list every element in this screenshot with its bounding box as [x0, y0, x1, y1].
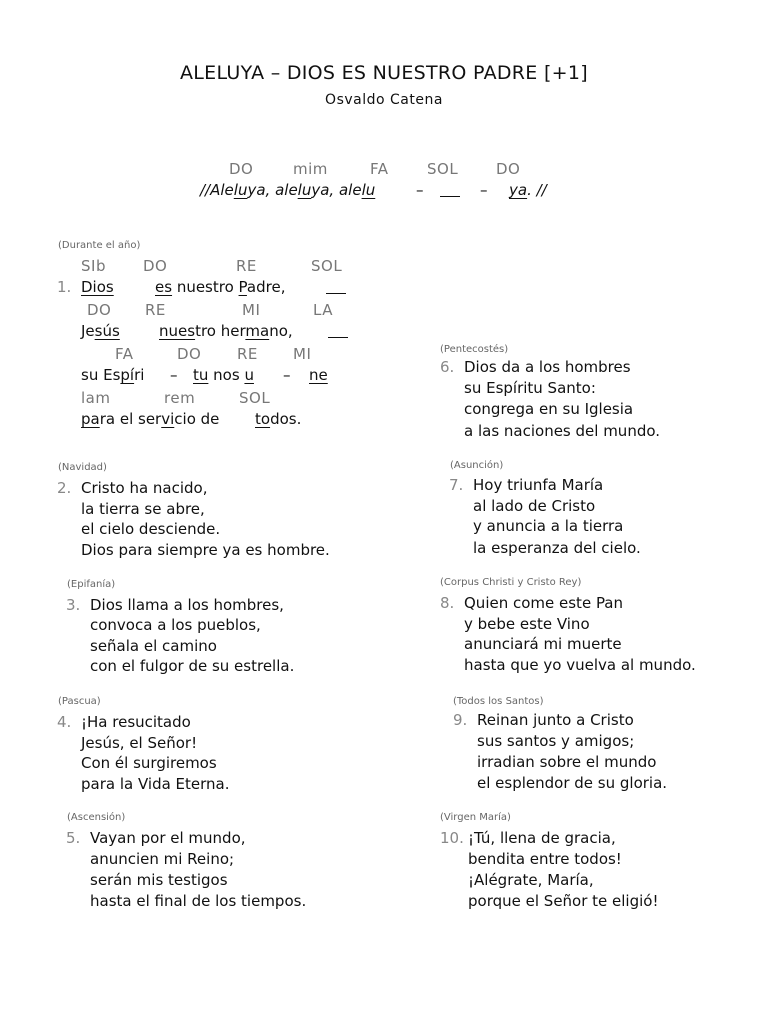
- chord: RE: [236, 257, 257, 275]
- stressed-syllable: vi: [161, 410, 175, 428]
- chord: rem: [164, 389, 196, 407]
- lyric-line: hasta el final de los tiempos.: [90, 892, 307, 910]
- syllable: ya,: [311, 181, 339, 199]
- chord: RE: [145, 301, 166, 319]
- syllable: ale: [275, 181, 298, 199]
- lyric-line: y bebe este Vino: [464, 615, 590, 633]
- repeat-mark: . //: [527, 181, 547, 199]
- lyric-line: irradian sobre el mundo: [477, 753, 657, 771]
- chord: DO: [496, 160, 521, 178]
- lyric-line: ¡Tú, llena de gracia,: [468, 829, 616, 847]
- lyric-line: Jesús, el Señor!: [81, 734, 198, 752]
- chord: SOL: [427, 160, 459, 178]
- lyric-line: congrega en su Iglesia: [464, 400, 634, 418]
- syllable: ra el ser: [99, 410, 162, 428]
- chord: lam: [81, 389, 111, 407]
- syllable: ale: [338, 181, 362, 199]
- lyric-line: la esperanza del cielo.: [473, 539, 641, 557]
- dash: –: [416, 181, 424, 199]
- song-title: ALELUYA – DIOS ES NUESTRO PADRE [+1]: [180, 62, 588, 84]
- verse-number: 4.: [57, 713, 72, 731]
- lyric-line: Dios llama a los hombres,: [90, 596, 284, 614]
- verse-number: 1.: [57, 278, 72, 296]
- lyric-line: Reinan junto a Cristo: [477, 711, 634, 729]
- lyric-line: Dios da a los hombres: [464, 358, 631, 376]
- lyric-line: su Espíritu Santo:: [464, 379, 596, 397]
- lyric-segment: [155, 277, 285, 298]
- stressed-syllable: lu: [361, 181, 376, 199]
- melisma-blank: [440, 196, 460, 197]
- lyric-line: anunciará mi muerte: [464, 635, 622, 653]
- melisma-blank: [326, 293, 346, 294]
- repeat-mark: //: [200, 181, 211, 199]
- stressed-syllable: ya: [509, 181, 528, 199]
- syllable: ri: [134, 366, 145, 384]
- syllable: Ale: [210, 181, 234, 199]
- lyric-line: Dios para siempre ya es hombre.: [81, 541, 330, 559]
- verse-note: (Navidad): [58, 462, 107, 473]
- syllable: nuestro: [172, 278, 239, 296]
- lyric-line: sus santos y amigos;: [477, 732, 635, 750]
- chord: mim: [293, 160, 328, 178]
- lyric-line: ¡Ha resucitado: [81, 713, 191, 731]
- lyric-line: la tierra se abre,: [81, 500, 205, 518]
- verse-number: 9.: [453, 711, 468, 729]
- lyric-segment: [81, 409, 219, 430]
- verse-note: (Ascensión): [67, 812, 126, 823]
- verse-note: (Todos los Santos): [453, 696, 544, 707]
- syllable: adre,: [246, 278, 286, 296]
- chord: RE: [237, 345, 258, 363]
- stressed-syllable: pí: [120, 366, 135, 384]
- chord: SIb: [81, 257, 106, 275]
- lyric-line: ¡Alégrate, María,: [468, 871, 594, 889]
- lyric-line: serán mis testigos: [90, 871, 228, 889]
- syllable: cio de: [174, 410, 220, 428]
- chord: MI: [242, 301, 261, 319]
- dash: –: [480, 181, 488, 199]
- chord: FA: [370, 160, 389, 178]
- melisma-blank: [328, 337, 348, 338]
- verse-note: (Durante el año): [58, 240, 141, 251]
- stressed-syllable: lu: [233, 181, 248, 199]
- lyric-segment: [193, 365, 254, 386]
- stressed-syllable: nues: [159, 322, 196, 340]
- verse-number: 7.: [449, 476, 464, 494]
- verse-number: 8.: [440, 594, 455, 612]
- syllable: no,: [269, 322, 293, 340]
- stressed-syllable: tu: [193, 366, 209, 384]
- verse-note: (Asunción): [450, 460, 504, 471]
- lyric-line: hasta que yo vuelva al mundo.: [464, 656, 696, 674]
- syllable: tro her: [195, 322, 246, 340]
- lyric-segment: [81, 365, 144, 386]
- chord: SOL: [311, 257, 343, 275]
- stressed-syllable: ne: [309, 366, 328, 384]
- stressed-syllable: pa: [81, 410, 100, 428]
- syllable: ya,: [247, 181, 276, 199]
- lyric-segment: [159, 321, 293, 342]
- syllable: Je: [81, 322, 95, 340]
- stressed-syllable: lu: [297, 181, 312, 199]
- lyric-line: con el fulgor de su estrella.: [90, 657, 295, 675]
- chord: LA: [313, 301, 333, 319]
- chord: FA: [115, 345, 134, 363]
- stressed-syllable: sús: [94, 322, 120, 340]
- chord: MI: [293, 345, 312, 363]
- verse-note: (Pascua): [58, 696, 101, 707]
- verse-number: 6.: [440, 358, 455, 376]
- lyric-line: Quien come este Pan: [464, 594, 624, 612]
- chord: DO: [229, 160, 254, 178]
- chord: SOL: [239, 389, 271, 407]
- verse-number: 5.: [66, 829, 81, 847]
- stressed-syllable: Dios: [81, 278, 114, 296]
- syllable: nos: [208, 366, 245, 384]
- syllable: dos.: [270, 410, 302, 428]
- lyric-line: y anuncia a la tierra: [473, 517, 624, 535]
- chord: DO: [143, 257, 168, 275]
- lyric-line: porque el Señor te eligió!: [468, 892, 659, 910]
- stressed-syllable: ma: [245, 322, 270, 340]
- verse-number: 2.: [57, 479, 72, 497]
- refrain-end: [509, 181, 547, 199]
- lyric-line: para la Vida Eterna.: [81, 775, 230, 793]
- verse-note: (Corpus Christi y Cristo Rey): [440, 577, 582, 588]
- stressed-syllable: es: [155, 278, 173, 296]
- dash: –: [170, 366, 178, 384]
- lyric-segment: [255, 409, 301, 430]
- lyric-line: bendita entre todos!: [468, 850, 622, 868]
- chord: DO: [87, 301, 112, 319]
- lyric-line: a las naciones del mundo.: [464, 422, 661, 440]
- lyric-line: señala el camino: [90, 637, 217, 655]
- chord: DO: [177, 345, 202, 363]
- lyric-line: anuncien mi Reino;: [90, 850, 235, 868]
- lyric-line: al lado de Cristo: [473, 497, 596, 515]
- lyric-line: Vayan por el mundo,: [90, 829, 246, 847]
- verse-note: (Virgen María): [440, 812, 511, 823]
- lyric-line: Hoy triunfa María: [473, 476, 604, 494]
- dash: –: [283, 366, 291, 384]
- stressed-syllable: to: [255, 410, 271, 428]
- syllable: su Es: [81, 366, 121, 384]
- song-author: Osvaldo Catena: [325, 92, 443, 108]
- refrain-line: [200, 181, 375, 199]
- verse-number: 3.: [66, 596, 81, 614]
- lyric-segment: [81, 321, 120, 342]
- stressed-syllable: u: [244, 366, 254, 384]
- lyric-line: el cielo desciende.: [81, 520, 221, 538]
- lyric-line: el esplendor de su gloria.: [477, 774, 668, 792]
- lyric-line: Con él surgiremos: [81, 754, 217, 772]
- verse-number: 10.: [440, 829, 464, 847]
- lyric-line: Cristo ha nacido,: [81, 479, 208, 497]
- stressed-syllable: P: [238, 278, 247, 296]
- verse-note: (Pentecostés): [440, 344, 509, 355]
- verse-note: (Epifanía): [67, 579, 116, 590]
- lyric-line: convoca a los pueblos,: [90, 616, 261, 634]
